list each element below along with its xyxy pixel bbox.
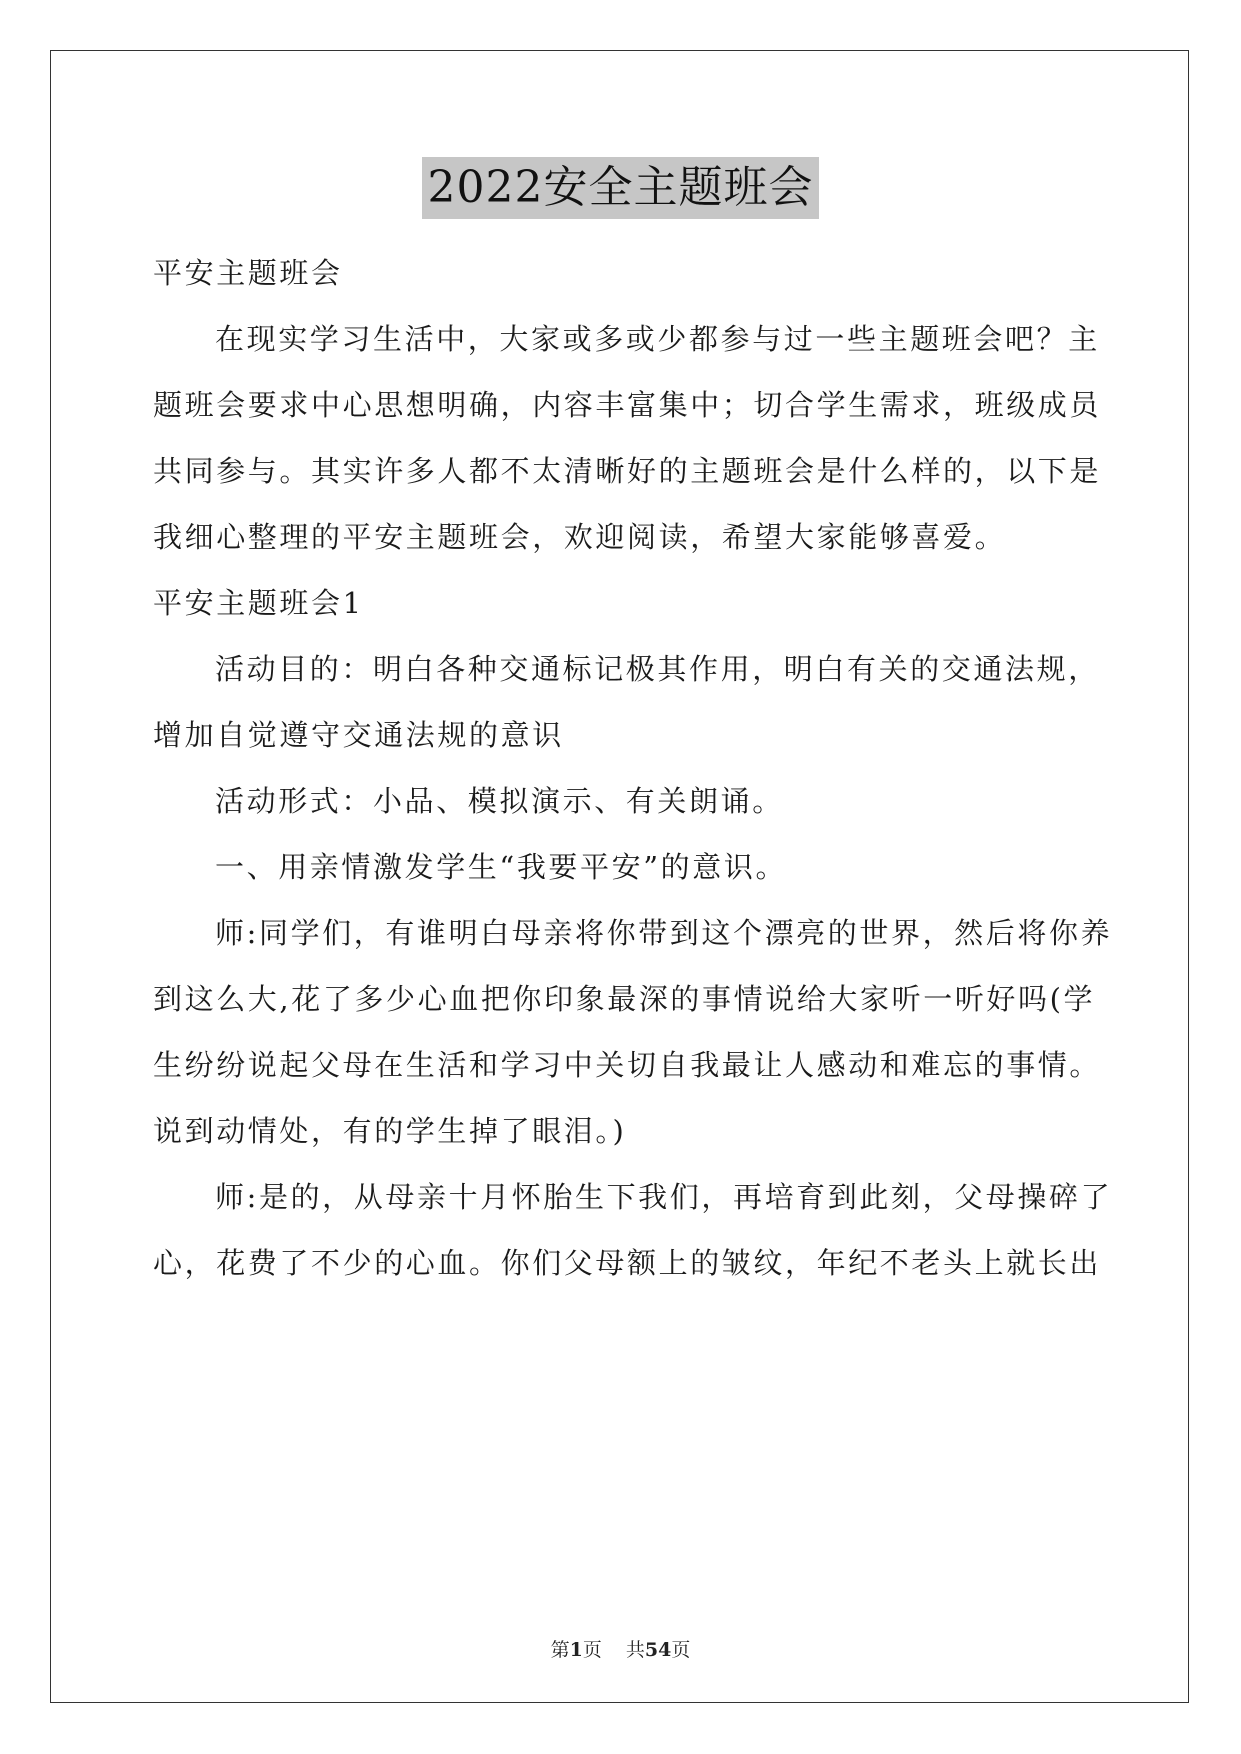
text-line: 我细心整理的平安主题班会，欢迎阅读，希望大家能够喜爱。 [153, 520, 1007, 554]
text-line: 心，花费了不少的心血。你们父母额上的皱纹，年纪不老头上就长出 [153, 1246, 1102, 1280]
page-footer [0, 1638, 1241, 1662]
text-line: 到这么大,花了多少心血把你印象最深的事情说给大家听一听好吗(学 [153, 982, 1096, 1016]
document-title: 2022安全主题班会 [422, 157, 820, 219]
page-suffix: 页 [582, 1639, 602, 1661]
text-line: 生纷纷说起父母在生活和学习中关切自我最让人感动和难忘的事情。 [153, 1048, 1102, 1082]
text-line: 师:是的，从母亲十月怀胎生下我们，再培育到此刻，父母操碎了 [215, 1180, 1113, 1214]
text-line: 共同参与。其实许多人都不太清晰好的主题班会是什么样的，以下是 [153, 454, 1102, 488]
page-prefix: 第 [550, 1639, 570, 1661]
text-line: 平安主题班会 [153, 256, 343, 290]
text-line: 平安主题班会1 [153, 586, 364, 620]
text-line: 增加自觉遵守交通法规的意识 [153, 718, 564, 752]
text-line: 活动形式：小品、模拟演示、有关朗诵。 [215, 784, 784, 818]
text-line: 说到动情处，有的学生掉了眼泪。) [153, 1114, 627, 1148]
page-number: 1 [569, 1639, 583, 1661]
document-body [153, 240, 1113, 1296]
text-line: 活动目的：明白各种交通标记极其作用，明白有关的交通法规， [215, 652, 1100, 686]
title-container [0, 157, 1241, 219]
text-line: 师:同学们，有谁明白母亲将你带到这个漂亮的世界，然后将你养 [215, 916, 1113, 950]
text-line: 一、用亲情激发学生“我要平安”的意识。 [215, 850, 788, 884]
text-line: 在现实学习生活中，大家或多或少都参与过一些主题班会吧？主 [215, 322, 1100, 356]
total-pages: 54 [644, 1639, 672, 1661]
total-suffix: 页 [671, 1639, 691, 1661]
text-line: 题班会要求中心思想明确，内容丰富集中；切合学生需求，班级成员 [153, 388, 1102, 422]
total-prefix: 共 [625, 1639, 645, 1661]
